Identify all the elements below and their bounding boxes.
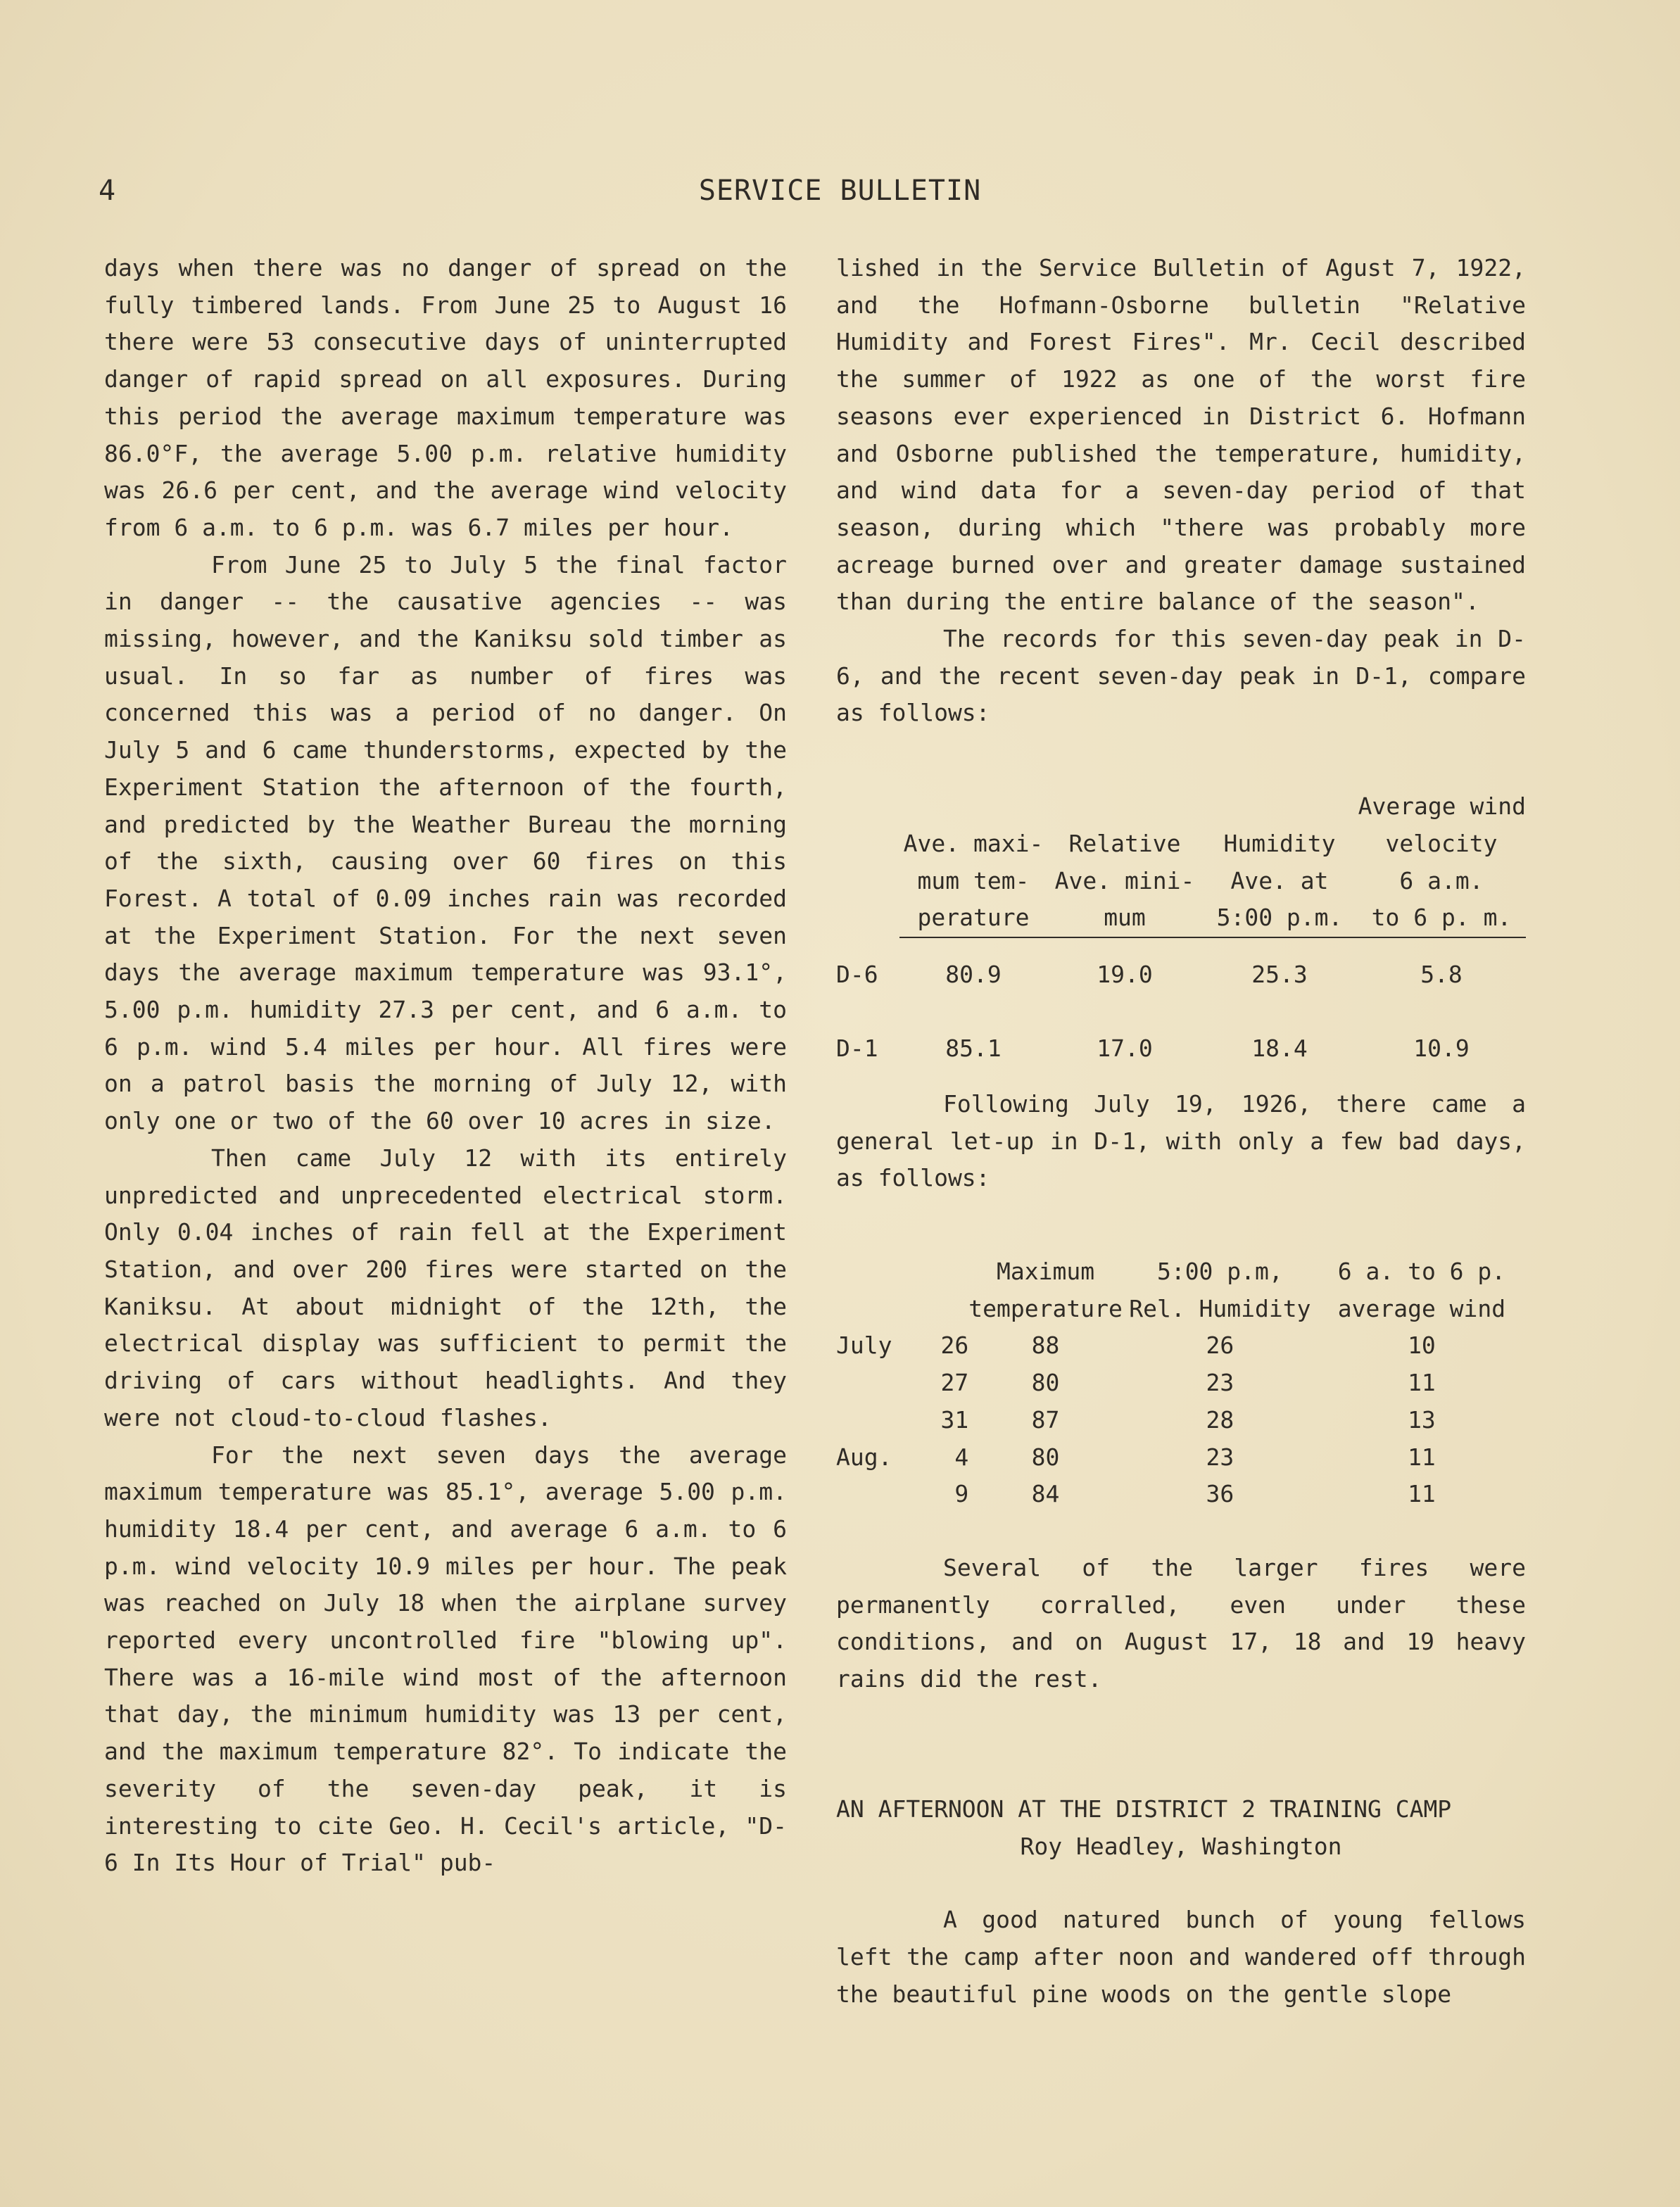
spacer	[836, 732, 1526, 788]
table-row	[836, 1012, 1526, 1086]
spacer	[836, 1754, 1526, 1791]
table-cell: D-1	[836, 1035, 878, 1063]
paragraph: The records for this seven-day peak in D-6, and the recent seven-day peak in D-1, compare as follows:	[836, 625, 1526, 727]
table-row	[836, 1365, 1526, 1402]
table-header: 5:00 p.m.	[1202, 899, 1357, 937]
table-cell: 87	[1031, 1405, 1060, 1434]
table-header: Average wind	[1358, 792, 1526, 821]
table-cell: 13	[1408, 1405, 1436, 1434]
table-header: Relative	[1068, 829, 1181, 857]
table-cell: 10	[1408, 1332, 1436, 1360]
table-cell: 23	[1206, 1443, 1234, 1471]
paragraph: From June 25 to July 5 the final factor in danger -- the causative agencies -- was missing, however, and the Kaniksu sold timber as usual. In so far as number of fires was concerned this was a period of no danger. On July 5 and 6 came thunderstorms, expected by the Experiment Station the afternoon of the fourth, and predicted by the Weather Bureau the morning of the sixth, causing over 60 fires on this Forest. A total of 0.09 inches rain was recorded at the Experiment Station. For the next seven days the average maximum temperature was 93.1°, 5.00 p.m. humidity 27.3 per cent, and 6 a.m. to 6 p.m. wind 5.4 miles per hour. All fires were on a patrol basis the morning of July 12, with only one or two of the 60 over 10 acres in size.	[104, 550, 787, 1135]
table-row	[836, 1439, 1526, 1476]
table-header: Humidity	[1223, 829, 1336, 857]
table-cell: 80.9	[945, 961, 1002, 989]
comparison-table	[836, 788, 1526, 1086]
table-cell: 85.1	[945, 1035, 1002, 1063]
paragraph: Then came July 12 with its entirely unpredicted and unprecedented electrical storm. Only 0.04 inches of rain fell at the Experiment Station, and over 200 fires were started on the Kaniksu. At about midnight of the 12th, the electrical display was sufficient to permit the driving of cars without headlights. And they were not cloud-to-cloud flashes.	[104, 1144, 787, 1431]
paragraph: lished in the Service Bulletin of Agust 7, 1922, and the Hofmann-Osborne bulletin "Relative Humidity and Forest Fires". Mr. Cecil described the summer of 1922 as one of the worst fire seasons ever experienced in District 6. Hofmann and Osborne published the temperature, humidity, and wind data for a seven-day period of that season, during which "there was probably more acreage burned over and greater damage sustained than during the entire balance of the season".	[836, 254, 1526, 616]
table-cell: D-6	[836, 960, 878, 988]
table-row	[836, 1476, 1526, 1513]
byline: Roy Headley, Washington	[1020, 1832, 1342, 1860]
table-cell	[836, 1402, 920, 1439]
table-cell: 31	[940, 1405, 969, 1434]
table-cell: 84	[1031, 1480, 1060, 1508]
table-cell: 80	[1031, 1369, 1060, 1397]
spacer	[836, 1865, 1526, 1902]
table-row	[836, 1402, 1526, 1439]
table-cell: 17.0	[1097, 1035, 1153, 1063]
page-number: 4	[99, 175, 116, 207]
table-cell: 26	[1206, 1332, 1234, 1360]
bulletin-title: SERVICE BULLETIN	[698, 175, 982, 207]
table-cell: 36	[1206, 1480, 1234, 1508]
table-header: perature	[899, 899, 1047, 937]
table-cell: 5.8	[1420, 961, 1463, 989]
daily-weather-table	[836, 1253, 1526, 1513]
table-cell: 4	[954, 1443, 969, 1471]
table-cell	[836, 1476, 920, 1513]
table-header: 6 a.m.	[1399, 866, 1484, 894]
paragraph: Following July 19, 1926, there came a general let-up in D-1, with only a few bad days, as follows:	[836, 1089, 1526, 1192]
table-header: Ave. at	[1230, 866, 1329, 894]
table-header: mum	[1047, 899, 1202, 937]
table-header: mum tem-	[917, 866, 1030, 894]
table-cell: July	[836, 1332, 892, 1360]
spacer	[836, 1197, 1526, 1253]
table-cell: 27	[940, 1369, 969, 1397]
right-column	[836, 250, 1526, 2013]
table-cell: Aug.	[836, 1443, 892, 1471]
table-row	[836, 1327, 1526, 1365]
table-header: Rel. Humidity	[1129, 1294, 1311, 1322]
table-cell: 26	[940, 1332, 969, 1360]
paragraph: For the next seven days the average maximum temperature was 85.1°, average 5.00 p.m. humidity 18.4 per cent, and average 6 a.m. to 6 p.m. wind velocity 10.9 miles per hour. The peak was reached on July 18 when the airplane survey reported every uncontrolled fire "blowing up". There was a 16-mile wind most of the afternoon that day, the minimum humidity was 13 per cent, and the maximum temperature 82°. To indicate the severity of the seven-day peak, it is interesting to cite Geo. H. Cecil's article, "D-6 In Its Hour of Trial" pub-	[104, 1441, 787, 1877]
paragraph: days when there was no danger of spread on the fully timbered lands. From June 25 to August 16 there were 53 consecutive days of uninterrupted danger of rapid spread on all exposures. During this period the average maximum temperature was 86.0°F, the average 5.00 p.m. relative humidity was 26.6 per cent, and the average wind velocity from 6 a.m. to 6 p.m. was 6.7 miles per hour.	[104, 254, 787, 541]
page-header	[0, 175, 1680, 217]
table-header: 5:00 p.m,	[1156, 1258, 1283, 1286]
table-cell: 88	[1031, 1332, 1060, 1360]
table-cell: 10.9	[1413, 1035, 1470, 1063]
table-header: Ave. maxi-	[903, 829, 1044, 857]
table-cell: 25.3	[1251, 961, 1308, 989]
table-header: velocity	[1385, 829, 1498, 857]
table-header: 6 a. to 6 p.	[1337, 1258, 1506, 1286]
spacer	[836, 1698, 1526, 1754]
table-header: Maximum	[997, 1258, 1095, 1286]
table-cell: 19.0	[1097, 961, 1153, 989]
table-header: Ave. mini-	[1054, 866, 1195, 894]
section-title: AN AFTERNOON AT THE DISTRICT 2 TRAINING CAMP	[836, 1795, 1452, 1823]
table-header: temperature	[968, 1294, 1123, 1322]
table-cell: 9	[954, 1480, 969, 1508]
paragraph: A good natured bunch of young fellows left the camp after noon and wandered off through the beautiful pine woods on the gentle slope	[836, 1906, 1526, 2008]
spacer	[836, 1513, 1526, 1550]
left-column	[104, 250, 787, 1882]
paragraph: Several of the larger fires were permanently corralled, even under these conditions, and on August 17, 18 and 19 heavy rains did the rest.	[836, 1553, 1526, 1693]
table-header: to 6 p. m.	[1357, 899, 1526, 937]
table-cell: 11	[1408, 1480, 1436, 1508]
table-header: average wind	[1337, 1294, 1506, 1322]
table-cell: 11	[1408, 1443, 1436, 1471]
table-cell: 80	[1031, 1443, 1060, 1471]
table-cell: 28	[1206, 1405, 1234, 1434]
table-row	[836, 937, 1526, 1012]
table-cell: 11	[1408, 1369, 1436, 1397]
table-cell: 23	[1206, 1369, 1234, 1397]
table-cell	[836, 1365, 920, 1402]
table-cell: 18.4	[1251, 1035, 1308, 1063]
